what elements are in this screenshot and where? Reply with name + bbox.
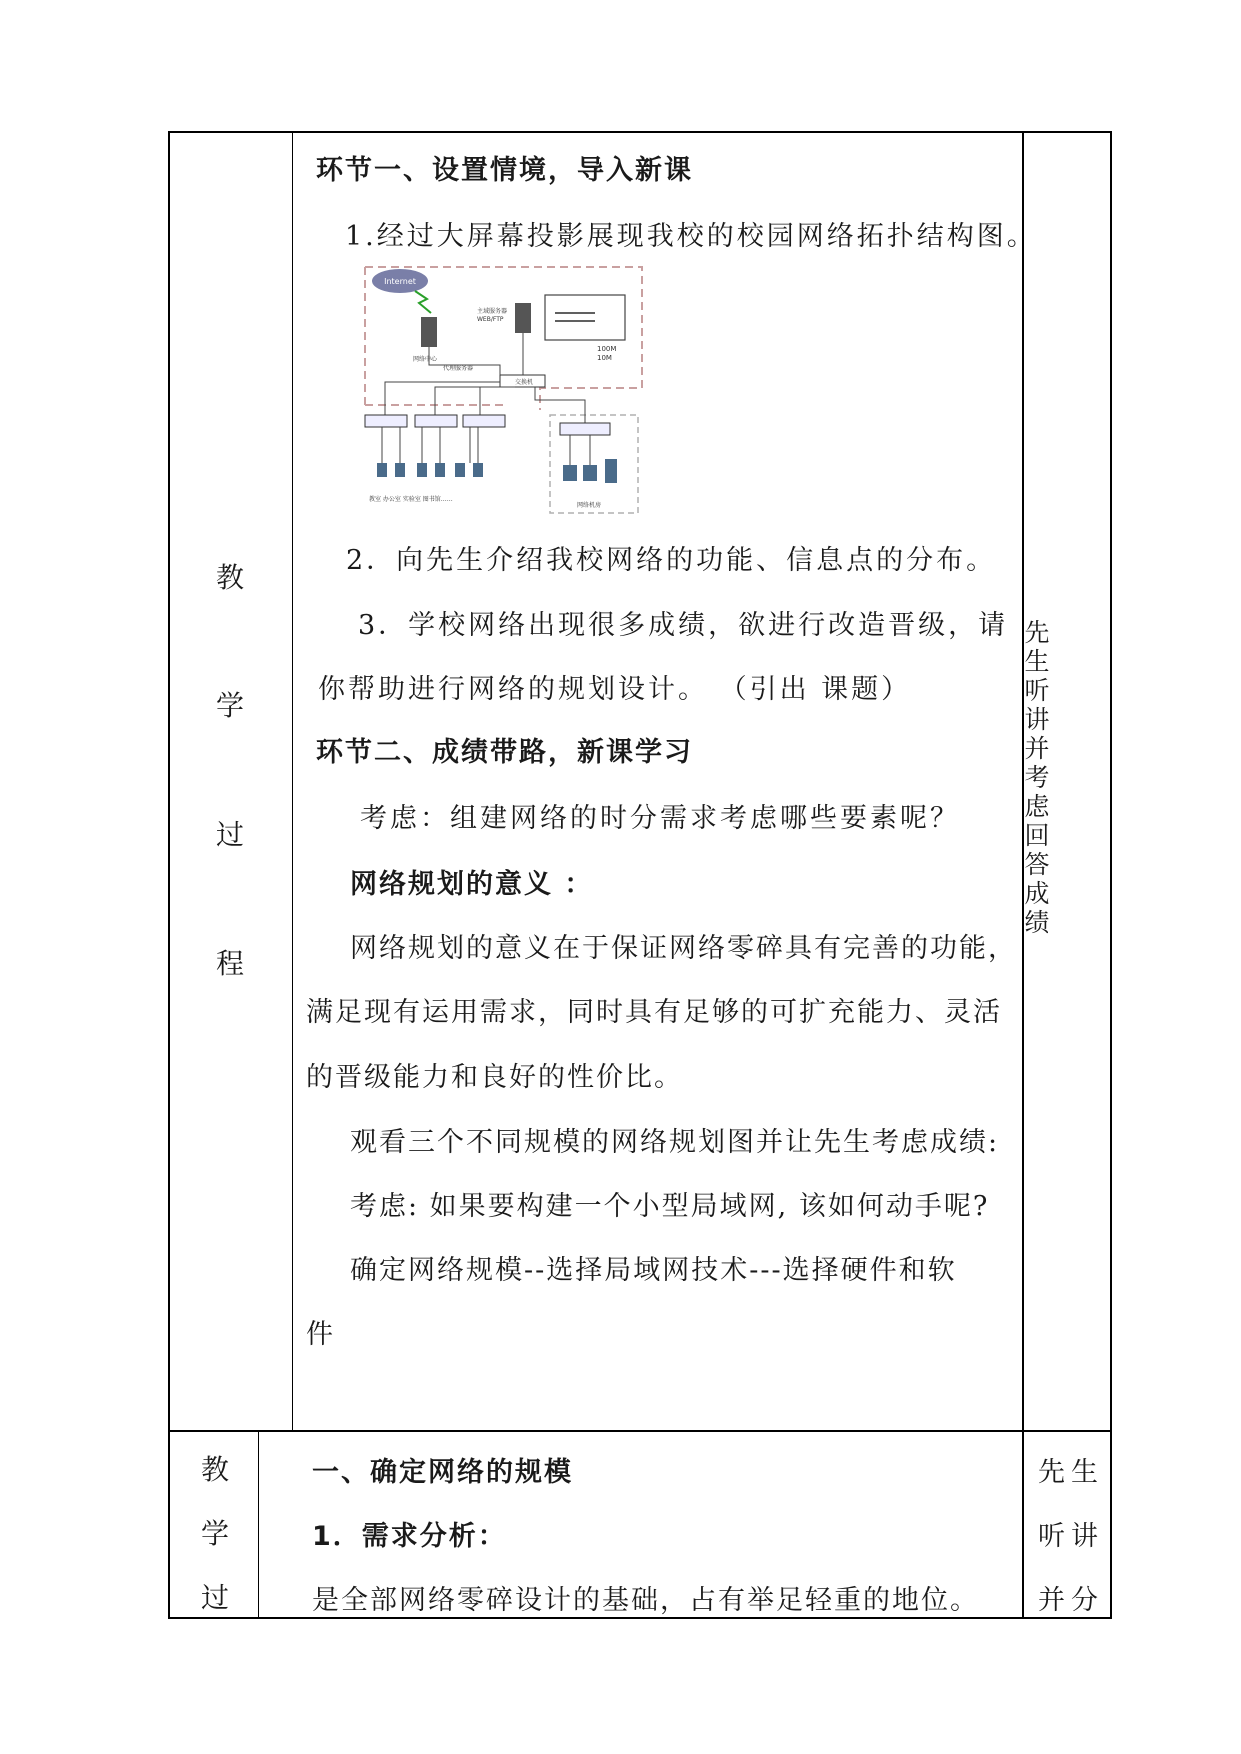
speed-10-label: 10M — [597, 354, 612, 362]
item-3-line-1: 3．学校网络出现很多成绩，欲进行改造晋级，请 — [358, 610, 1009, 641]
server-label: 主域服务器 — [477, 308, 508, 315]
hub-icon — [560, 423, 610, 435]
bottom-text: 是全部网络零碎设计的基础，占有举足轻重的地位。 — [312, 1585, 979, 1616]
table-right-border — [1110, 131, 1112, 1619]
rooms-label: 教室 办公室 实验室 图书馆…… — [369, 496, 453, 503]
net-center-label: 网络中心 — [413, 356, 438, 363]
bottom-row-divider-left — [258, 1430, 259, 1619]
lab-label: 网络机房 — [577, 502, 602, 509]
paragraph-1-line-1: 网络规划的意义在于保证网络零碎具有完善的功能， — [350, 933, 1017, 964]
bottom-row-divider-right — [1022, 1430, 1024, 1619]
proxy-label: 代理服务器 — [443, 365, 474, 372]
hub-icon — [415, 415, 457, 427]
svg-text:WEB/FTP: WEB/FTP — [477, 316, 504, 323]
monitor-box — [545, 295, 625, 340]
bottom-right-line-3: 并分 — [1038, 1585, 1104, 1616]
subheading-significance: 网络规划的意义 ： — [350, 869, 594, 900]
bottom-left-label-char-1: 教 — [200, 1453, 229, 1486]
lightning-icon — [415, 291, 431, 313]
top-row-inner-divider-left — [292, 131, 293, 1431]
left-label-char-2: 学 — [215, 689, 244, 722]
steps-line-2: 件 — [306, 1319, 336, 1350]
item-1: 1.经过大屏幕投影展现我校的校园网络拓扑结构图。 — [345, 221, 1037, 252]
web-server-icon — [515, 303, 531, 333]
table-top-border — [168, 131, 1112, 133]
speed-100-label: 100M — [597, 345, 617, 353]
network-topology-diagram — [355, 265, 645, 515]
hub-icon — [365, 415, 407, 427]
heading-section-1: 环节一、设置情境，导入新课 — [316, 155, 693, 186]
table-left-border — [168, 131, 170, 1619]
hub-icon — [463, 415, 505, 427]
bottom-heading: 一、确定网络的规模 — [312, 1457, 573, 1488]
item-3-line-2: 你帮助进行网络的规划设计。 （引出 课题） — [318, 674, 912, 705]
left-label-char-1: 教 — [215, 561, 244, 594]
bottom-left-label-char-3: 过 — [200, 1581, 229, 1614]
heading-section-2: 环节二、成绩带路，新课学习 — [316, 737, 693, 768]
item-2: 2．向先生介绍我校网络的功能、信息点的分布。 — [346, 545, 997, 576]
left-label-char-4: 程 — [215, 947, 244, 980]
bottom-right-line-1: 先生 — [1038, 1457, 1104, 1488]
left-label-char-3: 过 — [215, 818, 244, 851]
paragraph-1-line-3: 的晋级能力和良好的性价比。 — [306, 1062, 683, 1093]
svg-text:交换机: 交换机 — [515, 379, 534, 386]
bottom-left-label-char-2: 学 — [200, 1517, 229, 1550]
paragraph-1-line-2: 满足现有运用需求，同时具有足够的可扩充能力、灵活 — [306, 997, 1002, 1028]
question-2: 考虑: 如果要构建一个小型局域网, 该如何动手呢? — [350, 1191, 990, 1222]
bottom-subheading: 1．需求分析： — [312, 1521, 507, 1552]
bottom-right-line-2: 听讲 — [1038, 1521, 1104, 1552]
steps-line-1: 确定网络规模--选择局域网技术---选择硬件和软 — [350, 1255, 957, 1286]
router-server-icon — [421, 317, 437, 347]
right-note: 先生听讲并考虑回答成绩 — [1024, 618, 1050, 937]
paragraph-2: 观看三个不同规模的网络规划图并让先生考虑成绩: — [350, 1127, 1000, 1158]
row-divider — [168, 1430, 1112, 1432]
question-1: 考虑：组建网络的时分需求考虑哪些要素呢？ — [360, 803, 960, 834]
table-bottom-border — [168, 1617, 1112, 1619]
internet-label: Internet — [384, 277, 416, 286]
